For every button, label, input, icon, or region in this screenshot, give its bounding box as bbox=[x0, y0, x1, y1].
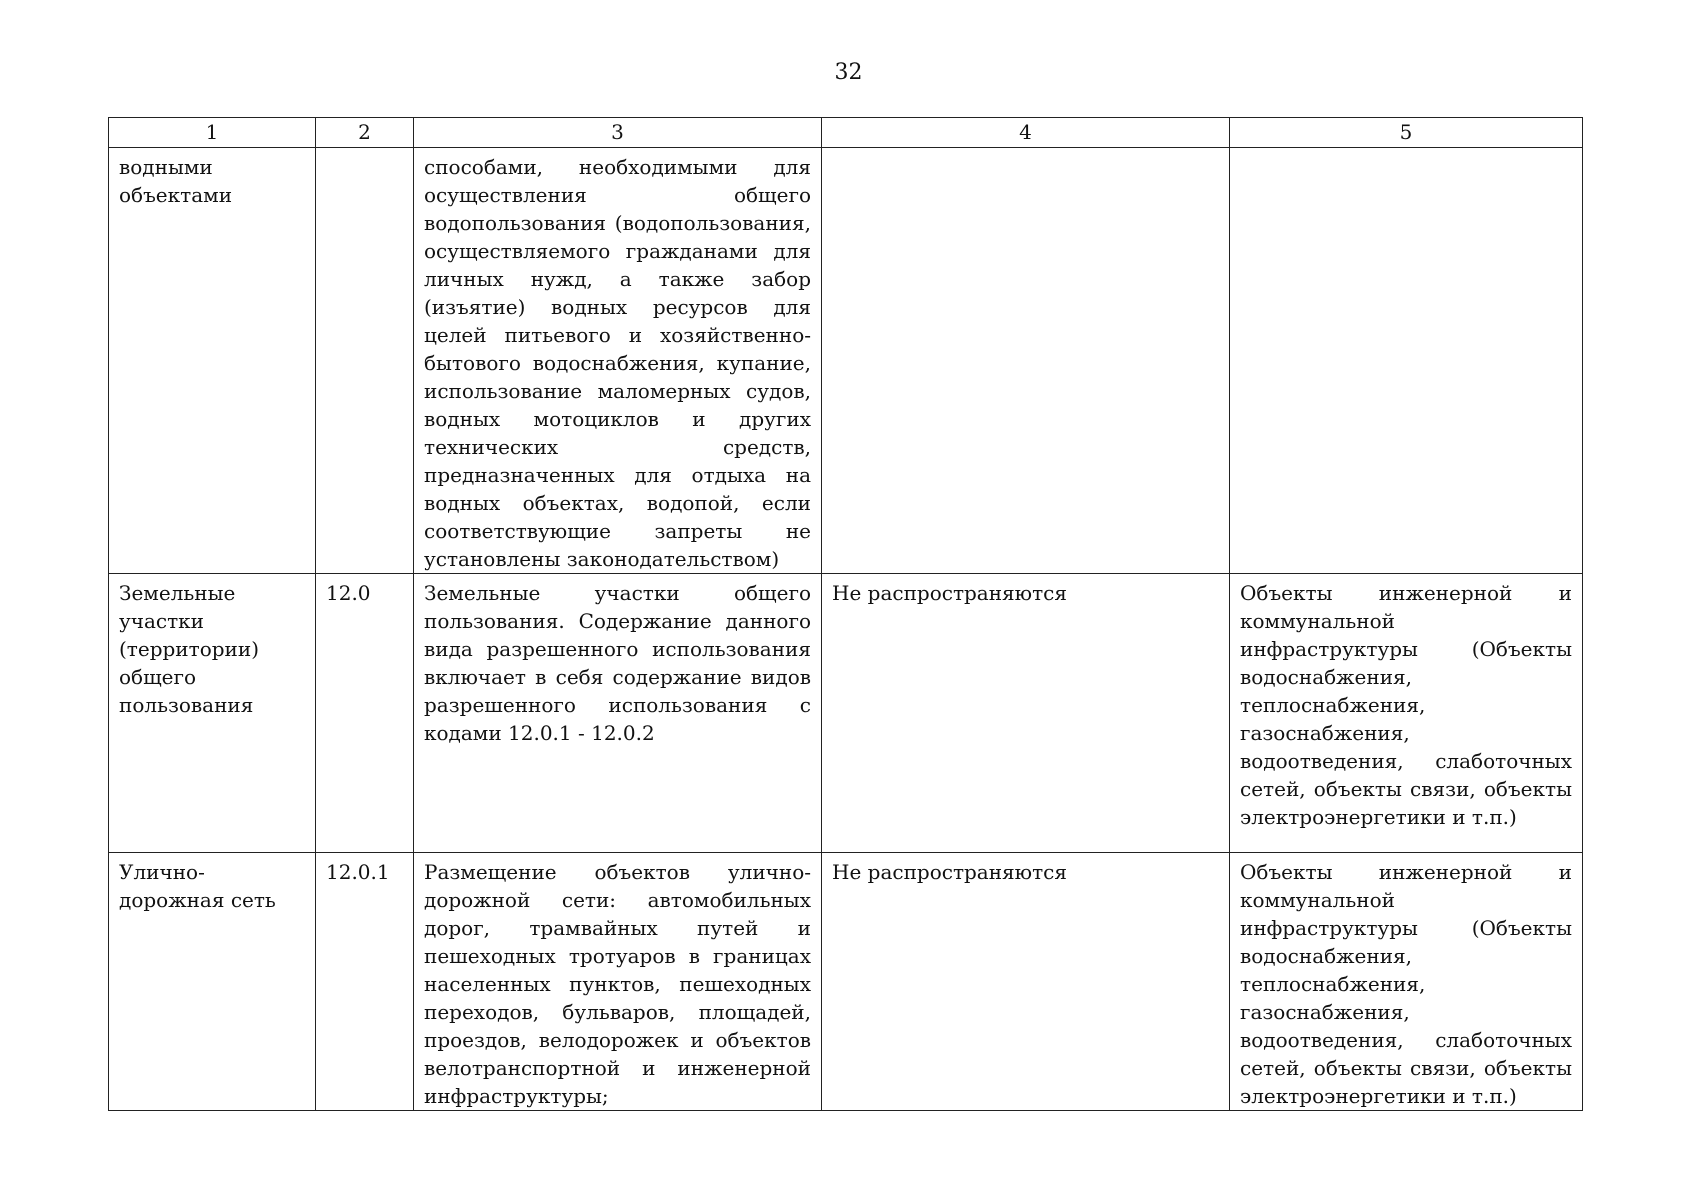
column-header-5: 5 bbox=[1230, 118, 1583, 148]
use-name-cell: Земельные участки (территории) общего пользования bbox=[109, 574, 316, 853]
use-name-cell: Улично-дорожная сеть bbox=[109, 853, 316, 1111]
column-header-2: 2 bbox=[316, 118, 414, 148]
use-parameters-cell bbox=[822, 148, 1230, 574]
column-header-4: 4 bbox=[822, 118, 1230, 148]
table-row bbox=[109, 574, 1583, 853]
column-header-3: 3 bbox=[414, 118, 822, 148]
table-row bbox=[109, 853, 1583, 1111]
use-description-cell: способами, необходимыми для осуществления общего водопользования (водопользования, осуществляемого гражданами для личных нужд, а также забор (изъятие) водных ресурсов для целей питьевого и хозяйственно-бытового водоснабжения, купание, использование маломерных судов, водных мотоциклов и других технических средств, предназначенных для отдыха на водных объектах, водопой, если соответствующие запреты не установлены законодательством) bbox=[414, 148, 822, 574]
use-description-cell: Земельные участки общего пользования. Содержание данного вида разрешенного использования включает в себя содержание видов разрешенного использования с кодами 12.0.1 - 12.0.2 bbox=[414, 574, 822, 853]
column-header-1: 1 bbox=[109, 118, 316, 148]
table-row bbox=[109, 148, 1583, 574]
auxiliary-uses-cell: Объекты инженерной и коммунальной инфраструктуры (Объекты водоснабжения, теплоснабжения, газоснабжения, водоотведения, слаботочных сетей, объекты связи, объекты электроэнергетики и т.п.) bbox=[1230, 574, 1583, 853]
page-number: 32 bbox=[834, 60, 863, 85]
use-code-cell bbox=[316, 148, 414, 574]
auxiliary-uses-cell: Объекты инженерной и коммунальной инфраструктуры (Объекты водоснабжения, теплоснабжения, газоснабжения, водоотведения, слаботочных сетей, объекты связи, объекты электроэнергетики и т.п.) bbox=[1230, 853, 1583, 1111]
use-parameters-cell: Не распространяются bbox=[822, 574, 1230, 853]
use-name-cell: водными объектами bbox=[109, 148, 316, 574]
use-parameters-cell: Не распространяются bbox=[822, 853, 1230, 1111]
auxiliary-uses-cell bbox=[1230, 148, 1583, 574]
use-code-cell: 12.0.1 bbox=[316, 853, 414, 1111]
use-code-cell: 12.0 bbox=[316, 574, 414, 853]
table-header-row bbox=[109, 118, 1583, 148]
use-description-cell: Размещение объектов улично-дорожной сети: автомобильных дорог, трамвайных путей и пешеходных тротуаров в границах населенных пунктов, пешеходных переходов, бульваров, площадей, проездов, велодорожек и объектов велотранспортной и инженерной инфраструктуры; bbox=[414, 853, 822, 1111]
land-use-table bbox=[108, 117, 1583, 1111]
